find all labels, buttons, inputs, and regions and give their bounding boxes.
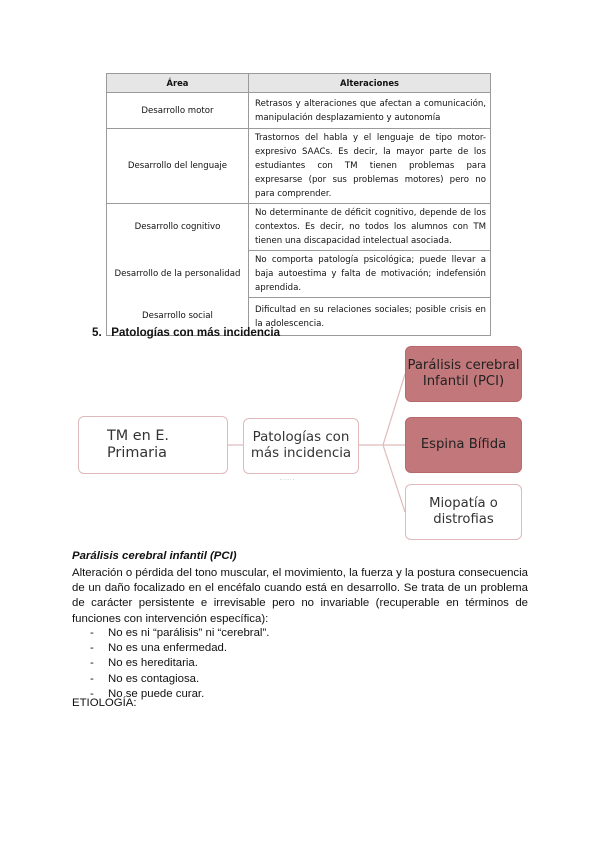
diagram-node-middle xyxy=(243,418,359,474)
table-row xyxy=(107,251,491,298)
list-item xyxy=(90,641,269,656)
table-cell-area: Desarrollo social xyxy=(107,298,249,336)
connector-to-pci xyxy=(359,374,405,445)
table-cell-alteraciones: Retrasos y alteraciones que afectan a comunicación, manipulación desplazamiento y autonomía xyxy=(249,93,491,129)
list-item xyxy=(90,626,269,641)
list-item xyxy=(90,672,269,687)
table-cell-area: Desarrollo motor xyxy=(107,93,249,129)
table-row xyxy=(107,204,491,251)
diagram-node-pci-label: Parálisis cerebral Infantil (PCI) xyxy=(407,358,520,389)
table-row xyxy=(107,129,491,204)
connector-to-miopatia xyxy=(383,445,405,512)
section-number: 5. xyxy=(92,326,102,339)
list-item-text: No es una enfermedad. xyxy=(108,642,228,655)
section-heading xyxy=(92,326,280,339)
table-cell-area: Desarrollo del lenguaje xyxy=(107,129,249,204)
diagram-node-root xyxy=(78,416,228,474)
table-cell-area: Desarrollo cognitivo xyxy=(107,204,249,251)
list-item-text: No se puede curar. xyxy=(108,687,205,700)
bullet-marker: - xyxy=(90,627,94,639)
diagram-node-middle-label: Patologías con más incidencia xyxy=(250,430,352,461)
diagram-node-espina-label: Espina Bífida xyxy=(420,437,507,453)
bullet-marker: - xyxy=(90,657,94,670)
bullet-marker: - xyxy=(90,687,94,700)
diagram-node-espina-bifida xyxy=(405,417,522,473)
pci-paragraph: Alteración o pérdida del tono muscular, el movimiento, la fuerza y la postura consecuencia de un daño focalizado en el encéfalo cuando está en desarrollo. Se trata de un problema de carácter persistente e irrevisable pero no invariable (recuperable en términos de funciones con intervención específica): xyxy=(72,567,528,625)
diagram-node-pci xyxy=(405,346,522,402)
list-item-text: No es hereditaria. xyxy=(108,657,198,670)
bullet-marker: - xyxy=(90,642,94,655)
list-item xyxy=(90,656,269,671)
table-row xyxy=(107,93,491,129)
diagram-node-miopatia-label: Miopatía o distrofias xyxy=(429,496,498,527)
table-header-area: Área xyxy=(107,74,249,93)
alteraciones-table xyxy=(106,73,491,336)
list-item-text: No es ni “parálisis” ni “cerebral”. xyxy=(108,627,270,639)
pci-bullet-list xyxy=(90,626,269,702)
section-title: Patologías con más incidencia xyxy=(111,326,281,339)
table-cell-alteraciones: No comporta patología psicológica; puede llevar a baja autoestima y falta de motivación; indefensión aprendida. xyxy=(249,251,491,298)
etiologia-heading: ETIOLOGÍA: xyxy=(72,697,137,709)
table-header-alteraciones: Alteraciones xyxy=(249,74,491,93)
bullet-marker: - xyxy=(90,672,94,685)
table-cell-alteraciones: Trastornos del habla y el lenguaje de tipo motor-expresivo SAACs. Es decir, la mayor parte de los estudiantes con TM tienen problemas para expresarse (por sus problemas motores) pero no para comprender. xyxy=(249,129,491,204)
list-item-text: No es contagiosa. xyxy=(108,672,200,685)
diagram-credit-mark: ·· · ·· · · xyxy=(280,477,294,482)
table-cell-alteraciones: No determinante de déficit cognitivo, depende de los contextos. Es decir, no todos los alumnos con TM tienen una discapacidad intelectual asociada. xyxy=(249,204,491,251)
pci-title: Parálisis cerebral infantil (PCI) xyxy=(72,550,237,562)
diagram-node-miopatia xyxy=(405,484,522,540)
table-cell-alteraciones: Dificultad en su relaciones sociales; posible crisis en la adolescencia. xyxy=(249,298,491,336)
table-cell-area: Desarrollo de la personalidad xyxy=(107,251,249,298)
diagram-node-root-label: TM en E. Primaria xyxy=(107,428,169,461)
